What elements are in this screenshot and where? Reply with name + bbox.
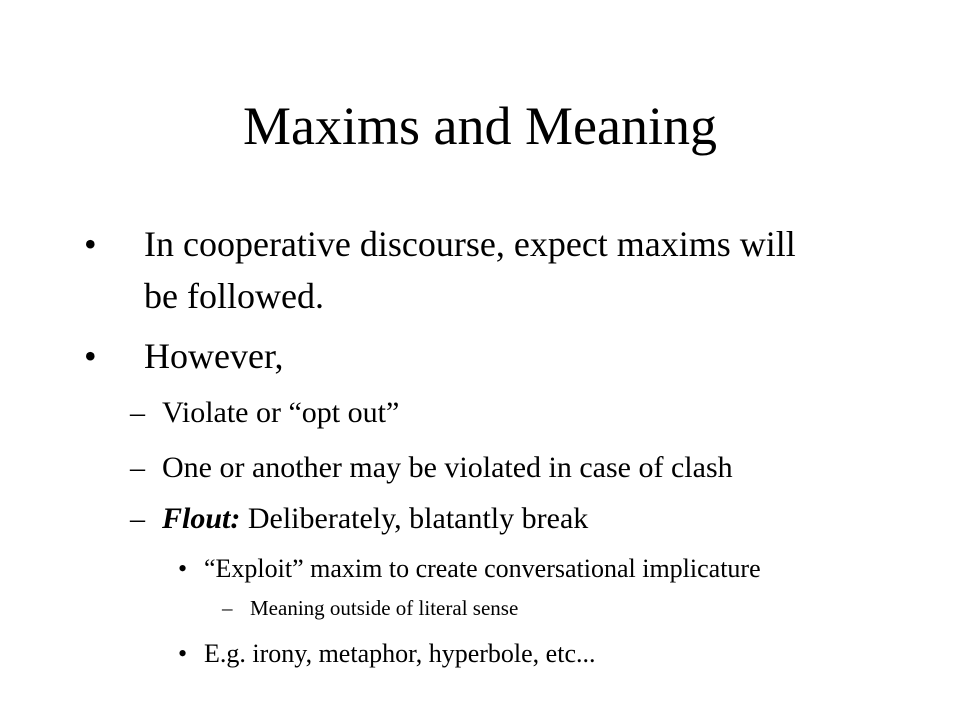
subbullet-text: Violate or “opt out”	[162, 396, 400, 429]
level4-text: Meaning outside of literal sense	[250, 596, 519, 620]
subbullet-text: One or another may be violated in case of clash	[162, 451, 733, 484]
dash-icon: –	[222, 596, 233, 620]
bullet-dot-icon: •	[178, 639, 188, 668]
dash-icon: –	[130, 451, 145, 484]
bullet-dot-icon: •	[84, 336, 97, 376]
bullet-dot-icon: •	[178, 554, 188, 583]
subsubbullet-text: E.g. irony, metaphor, hyperbole, etc...	[204, 639, 596, 668]
flout-term: Flout:	[162, 502, 241, 535]
flout-definition: Deliberately, blatantly break	[240, 502, 589, 535]
subsubbullet-text: “Exploit” maxim to create conversational implicature	[204, 554, 761, 583]
subbullet-text	[162, 500, 588, 538]
bullet-text: However,	[144, 336, 284, 376]
bullet-text: In cooperative discourse, expect maxims will	[144, 224, 796, 264]
slide-title: Maxims and Meaning	[243, 96, 717, 156]
bullet-dot-icon: •	[84, 224, 97, 264]
dash-icon: –	[130, 396, 145, 429]
dash-icon: –	[130, 502, 145, 535]
bullet-text-continuation: be followed.	[144, 276, 324, 316]
